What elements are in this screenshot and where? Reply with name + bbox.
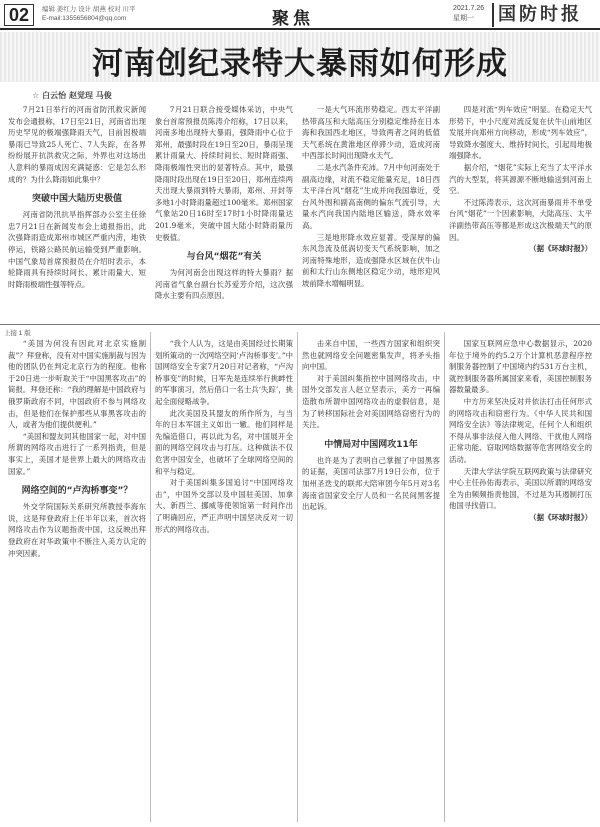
paragraph: 一是大气环流形势稳定。西太平洋副热带高压和大陆高压分别稳定维持在日本海和我国西北地区，导致两者之间的低值天气系统在黄淮地区停滞少动，造成河南中西部长时间出现降水天气。 [302,105,440,161]
credits-email: E-mail:1355656804@qq.com [42,15,127,22]
article1-signature: （据《环球时报》） [529,244,592,254]
subheading: 网络空间的“卢沟桥事变”？ [21,486,133,497]
article2-column-2 [155,338,293,822]
subheading: 中情局对中国网攻11年 [324,439,418,450]
byline [32,90,112,101]
page-number: 02 [4,4,34,26]
paragraph: 四是对流“列车效应”明显。在稳定天气形势下，中小尺度对流反复在伏牛山前地区发展并向郑州方向移动，形成“列车效应”，导致降水强度大、维持时间长，引起局地极端强降水。 [449,105,592,161]
paragraph: 也许是为了表明自己掌握了中国黑客的证据，美国司法部7月19日公布，位于加州圣迭戈的联邦大陪审团今年5月对3名海南省国家安全厅人员和一名民间黑客提出起诉。 [302,455,440,512]
paragraph: 为何河南会出现这样的特大暴雨？据河南省气象台副台长苏爱芳介绍，这次强降水主要有四点原因。 [155,268,293,301]
paragraph: “美国和盟友同其他国家一起，对中国所谓的网络攻击进行了一系列指责，但是事实上，美国才是世界上最大的网络攻击国家。” [8,431,146,476]
date-block [453,4,484,24]
issue-weekday: 星期一 [453,15,474,22]
paragraph: “美国为何没有因此对北京实施制裁”？拜登称，没有对中国实施制裁与因为他的团队仍在判定北京行为的程度。他称于20日进一步听取关于“中国黑客攻击”的简报。拜登还称：“我的理解是中国政府与俄罗斯政府不同，中国政府不参与网络攻击，但是他们在保护那些从事黑客攻击的人，或者为他们提供便利。” [8,339,146,430]
paragraph: 中方历来坚决反对并依法打击任何形式的网络攻击和窃密行为。《中华人民共和国网络安全法》等法律规定，任何个人和组织不得从事非法侵入他人网络、干扰他人网络正常功能、窃取网络数据等危害网络安全的活动。 [449,396,592,464]
paragraph: 对于美国纠集指控中国网络攻击，中国外交部发言人赵立坚表示，美方一再编造散布所谓中国网络攻击的虚假信息，是为了转移国际社会对美国网络窃密行为的关注。 [302,373,440,430]
credits-editors: 编辑 姜红力 设计 胡燕 校对 川平 [42,6,136,13]
paragraph: 不过陈涛表示，这次河南暴雨并不单受台风“烟花”一个因素影响，大陆高压、太平洋副热带高压等都是形成这次极端天气的原因。 [449,197,592,242]
paragraph: 7月21日举行的河南省防汛救灾新闻发布会通报称，17日至21日，河南省出现历史罕见的极端强降雨天气，目前因极端暴雨已导致25人死亡、7人失踪，在各界纷纷展开抗洪救灾之际，外界也对这场出人意料的暴雨成因充满疑惑：它是怎么形成的？为什么降雨如此集中？ [8,105,146,184]
paragraph: 击来自中国，一些西方国家和组织突然也就网络安全问题密集发声，将矛头指向中国。 [302,339,440,372]
issue-date: 2021.7.26 [453,5,485,12]
article1-column-3 [302,104,440,322]
column-rule [444,332,445,822]
paragraph: 三是地形降水效应显著。受深厚的偏东风急流及低涡切变天气系统影响，加之河南特殊地形，造成强降水区域在伏牛山前和太行山东侧地区稳定少动，地形迎风坡前降水增幅明显。 [302,232,440,288]
subheading: 与台风“烟花”有关 [186,252,262,263]
paragraph: 河南省防汛抗旱指挥部办公室主任徐忠7月21日在新闻发布会上通报指出，此次强降雨造成郑州市城区严重内涝，地铁停运，铁路公路民航运输受到严重影响。中国气象局首席预报员在介绍时表示，本轮降雨具有持续时间长、累计雨量大、短时降雨极端性强等特点。 [8,210,146,289]
masthead [0,0,600,30]
article-headline: 河南创纪录特大暴雨如何形成 [92,46,508,82]
article1-column-2 [155,104,293,322]
article2-signature: （据《环球时报》） [529,512,592,522]
subheading: 突破中国大陆历史极值 [31,194,122,205]
paragraph: 对于美国纠集多国追讨“中国网络攻击”，中国外交部以及中国驻美国、加拿大、新西兰、挪威等使领馆第一时间作出了明确回应，严正声明中国坚决反对一切形式的网络攻击。 [155,478,293,534]
column-rule [150,332,151,822]
star-icon: ☆ [32,91,40,100]
article2-column-3 [302,338,440,822]
paragraph: 外交学院国际关系研究所教授李海东说，这是拜登政府上任半年以来，首次将网络攻击作为议题指责中国，这反映出拜登政府在对华政策中不断注入美方认定的冲突因素。 [8,502,146,558]
byline-authors: 白云怡 赵觉珵 马俊 [42,91,112,100]
article1-column-4 [449,104,592,322]
article2-column-4 [449,338,592,822]
paragraph: “我个人认为，这是由美国经过长期策划所策动的一次网络空间‘卢沟桥事变’。”中国网络安全专家7月20日对记者称，“卢沟桥事变”的时候，日军先是连续举行挑衅性的军事演习，然后借口一名士兵‘失踪’，挑起全面侵略战争。 [155,339,293,406]
newspaper-logo: 国防时报 [492,3,596,27]
section-title: 聚焦 [272,9,314,29]
paragraph: 国家互联网应急中心数据显示，2020年位于境外的约5.2万个计算机恶意程序控制服务器控制了中国境内约531万台主机，就控制服务器所属国家来看，美国控制服务器数量最多。 [449,339,592,395]
section-divider [0,324,600,325]
paragraph: 据介绍，“烟花”实际上充当了太平洋水汽的大型泵，将其源源不断地输送到河南上空。 [449,162,592,196]
paragraph: 二是水汽条件充沛。7月中旬河南处于副高边缘，对流不稳定能量充足，18日西太平洋台风“烟花”生成并向我国靠近，受台风外围和副高南侧的偏东气流引导，大量水汽向我国内陆地区输送，降水效率高。 [302,162,440,230]
paragraph: 此次美国及其盟友的所作所为，与当年的日本军国主义如出一辙。他们同样是先编造借口，再以此为名，对中国展开全面的网络空间攻击与打压。这种做法不仅危害中国安全，也破坏了全球网络空间的和平与稳定。 [155,408,293,476]
column-rule [297,332,298,822]
continued-tag: 上接 1 版 [4,330,31,337]
paragraph: 天津大学法学院互联网政策与法律研究中心主任孙佑海表示，美国以所谓的网络安全为由频频指责他国，不过是为其遏制打压他国寻找借口。 [449,466,592,511]
article2-column-1 [8,338,146,822]
paragraph: 7月21日联合接受媒体采访，中央气象台首席预报员陈涛介绍称，17日以来，河南多地出现特大暴雨，强降雨中心位于郑州，最强时段在19日至20日，暴雨呈现累计雨量大、持续时间长、短时降雨强、降雨极端性突出的显著特点。其中，最强降雨时段出现在19日至20日，郑州连续两天出现大暴雨到特大暴雨，郑州、开封等多地1小时降雨量超过100毫米。郑州国家气象站20日16时至17时1小时降雨量达201.9毫米，突破中国大陆小时降雨量历史极值。 [155,105,293,242]
credits [42,5,136,23]
article1-column-1 [8,104,146,322]
